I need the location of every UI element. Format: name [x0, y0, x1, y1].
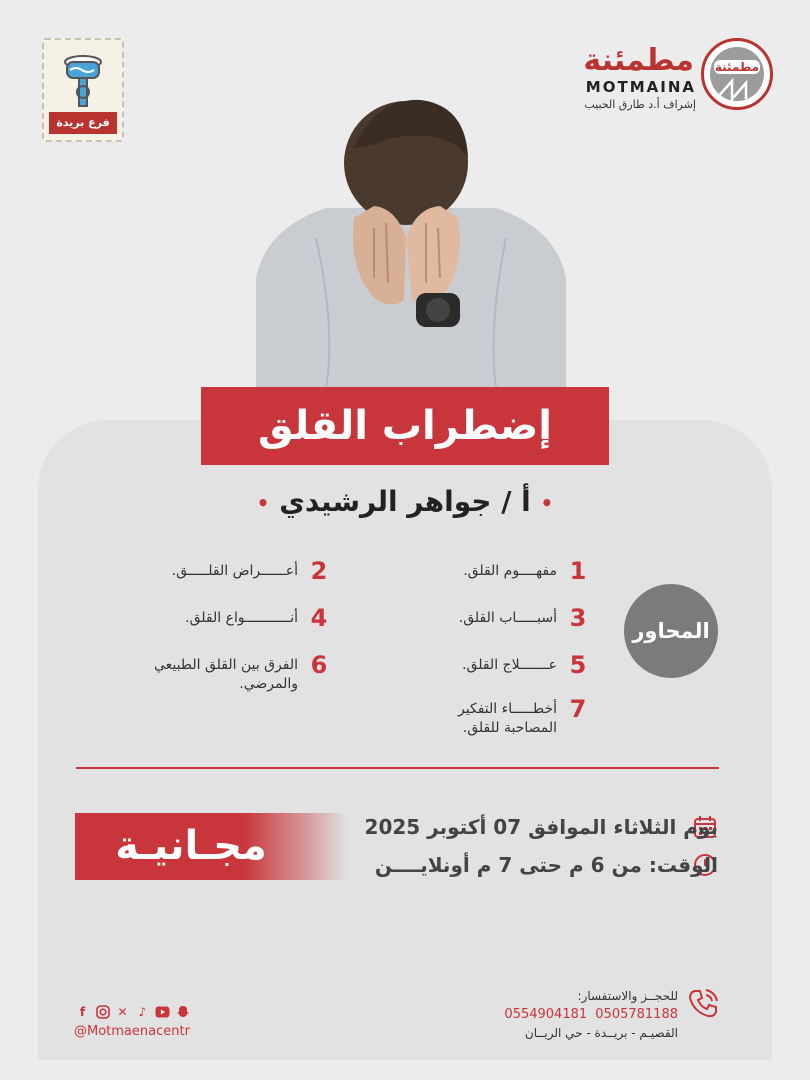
bullet-dot: •	[256, 491, 270, 515]
address: القصيـم - بريــدة - حي الريــان	[524, 1026, 678, 1040]
social-links	[74, 1003, 191, 1021]
brand-logo	[701, 38, 773, 110]
booking-phones	[504, 1007, 678, 1023]
x-icon[interactable]: ✕	[117, 1004, 128, 1019]
youtube-icon[interactable]	[154, 1003, 171, 1020]
speaker-name	[250, 484, 560, 521]
topic-text: أنـــــــــــواع القلق.	[185, 610, 298, 626]
topic-number: 4	[306, 603, 332, 633]
phone-icon	[686, 986, 720, 1020]
logo-mark	[710, 47, 764, 101]
topic-number: 7	[565, 694, 591, 724]
topic-text: الفرق بين القلق الطبيعي والمرضي.	[153, 657, 298, 692]
event-title: إضطراب القلق	[201, 387, 609, 465]
topic-item-1	[391, 557, 591, 585]
snapchat-icon[interactable]	[174, 1003, 191, 1020]
booking-label: للحجــز والاستفسار:	[577, 989, 678, 1003]
anxious-person-photo	[256, 78, 566, 388]
free-badge	[75, 813, 347, 880]
axes-badge: المحاور	[624, 584, 718, 678]
brand-name-arabic: مطمئنة	[583, 43, 694, 78]
topic-item-2	[92, 557, 332, 585]
section-divider	[76, 767, 719, 769]
phone-number[interactable]: 0505781188	[595, 1007, 678, 1022]
topic-text: عـــــــلاج القلق.	[462, 657, 557, 673]
event-date: يوم الثلاثاء الموافق 07 أكتوبر 2025	[364, 815, 718, 839]
tiktok-icon[interactable]: ♪	[138, 1004, 147, 1019]
event-time: الوقت: من 6 م حتى 7 م أونلايــــن	[374, 853, 718, 877]
water-tower-icon	[52, 48, 114, 114]
bullet-dot: •	[540, 491, 554, 515]
topic-number: 6	[306, 650, 332, 680]
topic-text: مفهــــوم القلق.	[463, 563, 557, 579]
topic-number: 2	[306, 556, 332, 586]
branch-stamp	[42, 38, 124, 142]
instagram-icon[interactable]	[94, 1003, 111, 1020]
branch-label: فرع بريدة	[49, 112, 117, 134]
topic-text: أسبـــــاب القلق.	[458, 610, 557, 626]
brand-supervision: إشراف أ.د طارق الحبيب	[584, 98, 696, 111]
topic-text: أعــــــراض القلـــــق.	[171, 563, 298, 579]
topic-item-6	[117, 651, 332, 694]
logo-swoosh-icon	[710, 75, 764, 101]
topic-item-7	[406, 695, 591, 738]
topic-number: 3	[565, 603, 591, 633]
topic-item-5	[391, 651, 591, 679]
brand-name-english: MOTMAINA	[585, 78, 696, 96]
topic-item-4	[92, 604, 332, 632]
topic-text: أخطـــــاء التفكير المصاحبة للقلق.	[458, 701, 557, 736]
topic-number: 5	[565, 650, 591, 680]
speaker-text: أ / جواهر الرشيدي	[279, 485, 531, 518]
social-handle[interactable]: @Motmaenacentr	[74, 1024, 190, 1039]
topic-number: 1	[565, 556, 591, 586]
phone-number[interactable]: 0554904181	[504, 1007, 588, 1022]
topic-item-3	[391, 604, 591, 632]
facebook-icon[interactable]: f	[79, 1004, 86, 1019]
free-label: مجـانيـة	[115, 823, 267, 869]
logo-word: مطمئنة	[714, 60, 760, 74]
